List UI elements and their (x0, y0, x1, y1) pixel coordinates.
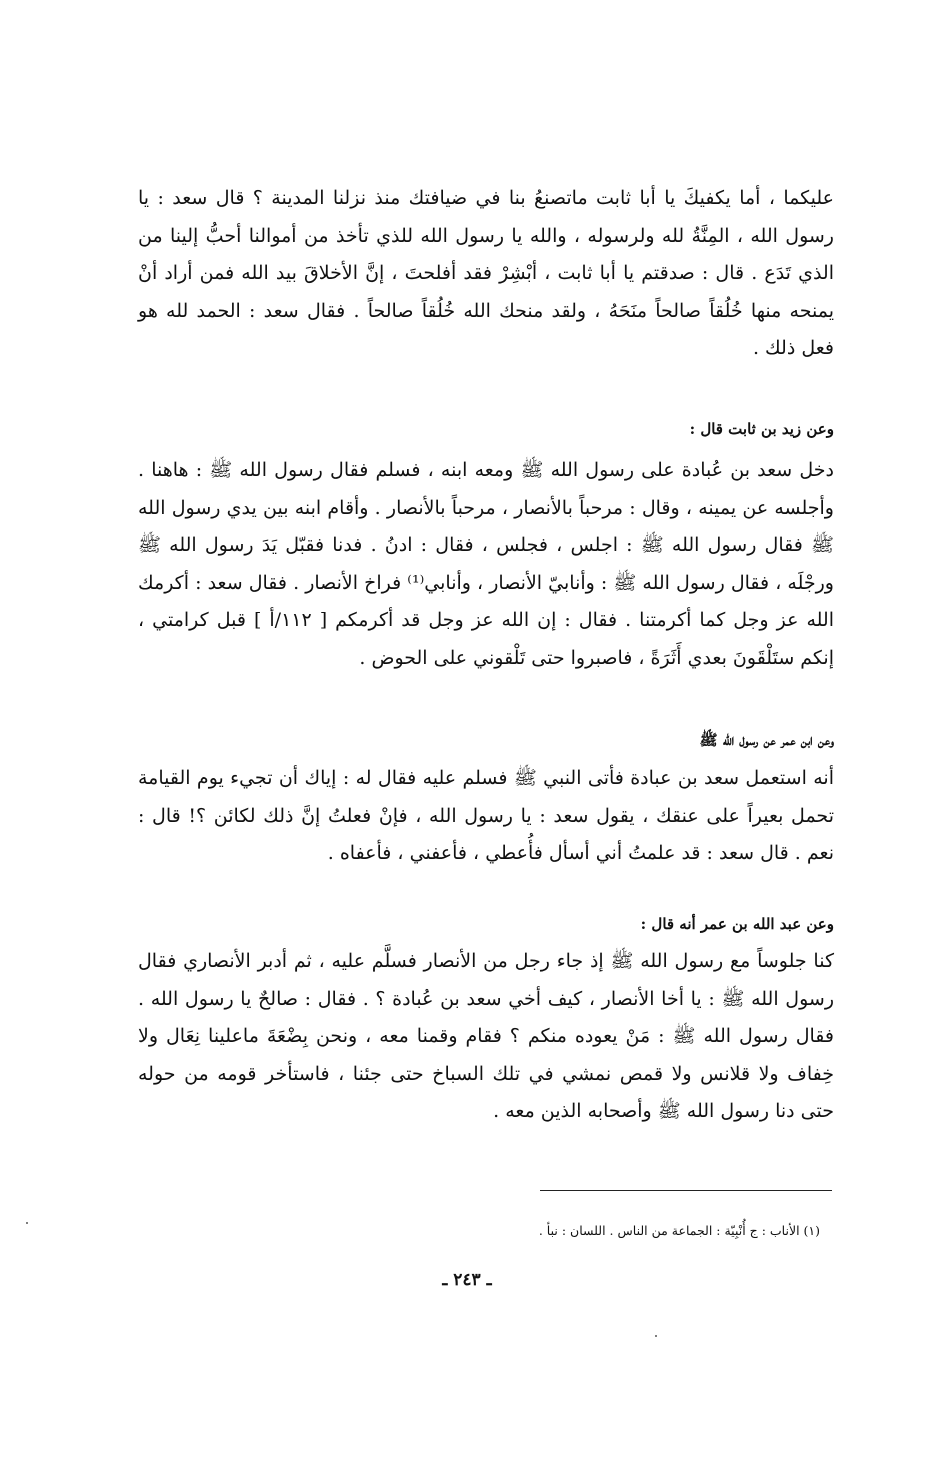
paragraph-sad-appointment: أنه استعمل سعد بن عبادة فأتى النبي ﷺ فسلم عليه فقال له : إياك أن تجيء يوم القيامة تحمل بعيراً على عنقك ، يقول سعد : يا رسول الله ، فإنْ فعلتُ إنَّ ذلك لكائن ؟! قال : نعم . قال سعد : قد علمتُ أني أسأل فأُعطي ، فأعفني ، فأعفاه . (138, 767, 834, 864)
scan-speck (26, 1222, 28, 1224)
page-number: ـ ٢٤٣ ـ (442, 1270, 492, 1290)
footnote: (١) الأناب : ج أُنْبِيّة : الجماعة من الناس . اللسان : نبأ . (538, 1223, 820, 1238)
footnote-divider (540, 1190, 832, 1191)
scan-speck (655, 1335, 657, 1337)
paragraph-sad-hospitality: عليكما ، أما يكفيكَ يا أبا ثابت ماتصنعُ بنا في ضيافتك منذ نزلنا المدينة ؟ قال سعد : يا رسول الله ، المِنَّةُ لله ولرسوله ، والله يا رسول الله للذي تأخذ من أموالنا أحبُّ إلينا من الذي تَدَع . قال : صدقتم يا أبا ثابت ، أبْشِرْ فقد أفلحتَ ، إنَّ الأخلاقَ بيد الله فمن أراد أنْ يمنحه منها خُلُقاً صالحاً منَحَهُ ، ولقد منحك الله خُلُقاً صالحاً . فقال سعد : الحمد لله هو فعل ذلك . (138, 187, 834, 359)
narration-heading-zayd: وعن زيد بن ثابت قال : (689, 420, 834, 438)
narration-heading-ibn-umar: وعن ابن عمر عن رسول الله ﷺ (699, 731, 834, 749)
narration-heading-abdullah: وعن عبد الله بن عمر أنه قال : (640, 915, 834, 933)
paragraph-visiting-sad: كنا جلوساً مع رسول الله ﷺ إذ جاء رجل من الأنصار فسلَّم عليه ، ثم أدبر الأنصاري فقال رسول الله ﷺ : يا أخا الأنصار ، كيف أخي سعد بن عُبادة ؟ . فقال : صالحٌ يا رسول الله . فقال رسول الله ﷺ : مَنْ يعوده منكم ؟ فقام وقمنا معه ، ونحن بِضْعَةَ ماعلينا نِعَال ولا خِفاف ولا قلانس ولا قمص نمشي في تلك السباخ حتى جئنا ، فاستأخر قومه من حوله حتى دنا رسول الله ﷺ وأصحابه الذين معه . (138, 950, 834, 1122)
paragraph-welcome-ansar: دخل سعد بن عُبادة على رسول الله ﷺ ومعه ابنه ، فسلم فقال رسول الله ﷺ : هاهنا . وأجلسه عن يمينه ، وقال : مرحباً بالأنصار ، مرحباً بالأنصار . وأقام ابنه بين يدي رسول الله ﷺ فقال رسول الله ﷺ : اجلس ، فجلس ، فقال : ادنُ . فدنا فقبّل يَدَ رسول الله ﷺ ورجْلَه ، فقال رسول الله ﷺ : وأنابيّ الأنصار ، وأنابي⁽¹⁾ فراخ الأنصار . فقال سعد : أكرمك الله عز وجل كما أكرمتنا . فقال : إن الله عز وجل قد أكرمكم [ ١١٢/أ ] قبل كرامتي ، إنكم ستَلْقَونَ بعدي أَثَرَةً ، فاصبروا حتى تَلْقوني على الحوض . (138, 459, 834, 669)
